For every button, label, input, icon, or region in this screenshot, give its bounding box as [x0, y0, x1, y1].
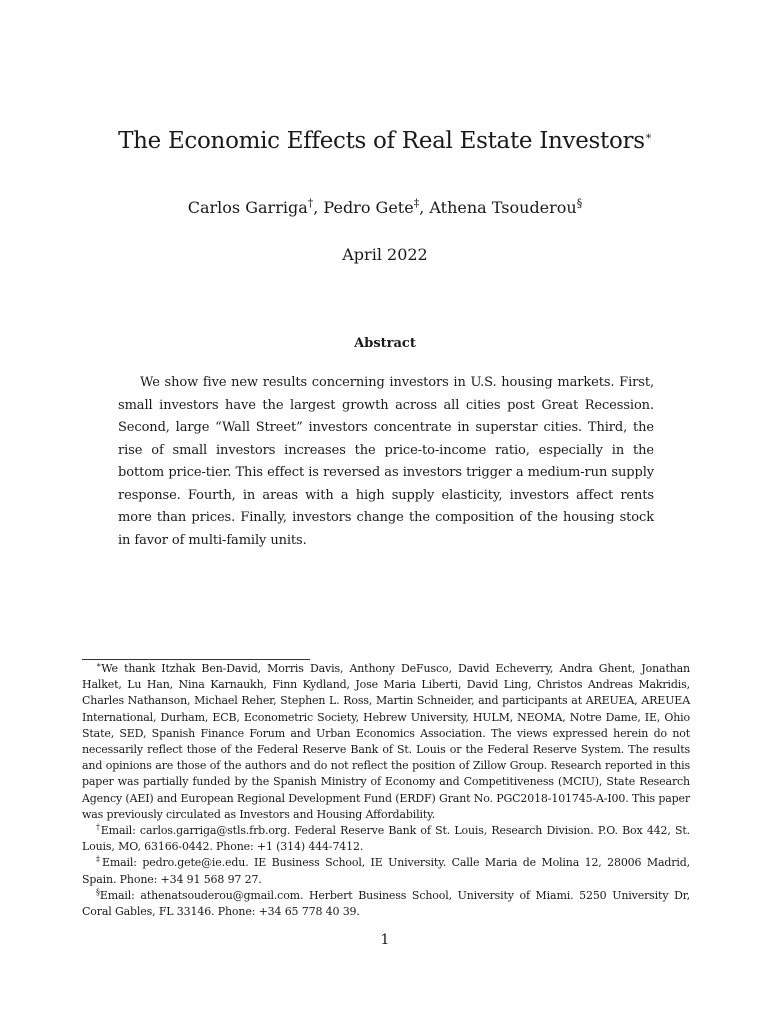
- footnote-item: [82, 823, 690, 855]
- page-number: 1: [380, 932, 390, 948]
- paper-title: [0, 128, 770, 154]
- footnote-mark: ‡: [96, 854, 102, 864]
- footnote-divider: [82, 659, 310, 660]
- footnote-item: [82, 661, 690, 823]
- author-footnote-mark: †: [307, 196, 314, 210]
- footnote-text: Email: athenatsouderou@gmail.com. Herbert Business School, University of Miami. 5250 University Dr, Coral Gables, FL 33146. Phone: +34 65 778 40 39.: [82, 888, 690, 919]
- author-separator: ,: [313, 198, 324, 217]
- footnote-text: We thank Itzhak Ben-David, Morris Davis, Anthony DeFusco, David Echeverry, Andra Ghent, Jonathan Halket, Lu Han, Nina Karnaukh, Finn Kydland, Jose Maria Liberti, David Ling, Christos Andreas Makridis, Charles Nathanson, Michael Reher, Stephen L. Ross, Martin Schneider, and participants at AREUEA, AREUEA International, Durham, ECB, Econometric Society, Hebrew University, HULM, NEOMA, Notre Dame, IE, Ohio State, SED, Spanish Finance Forum and Urban Economics Association. The views expressed herein do not necessarily reflect those of the Federal Reserve Bank of St. Louis or the Federal Reserve System. The results and opinions are those of the authors and do not reflect the position of Zillow Group. Research reported in this paper was partially funded by the Spanish Ministry of Economy and Competitiveness (MCIU), State Research Agency (AEI) and European Regional Development Fund (ERDF) Grant No. PGC2018-101745-A-I00. This paper was previously circulated as Investors and Housing Affordability.: [82, 662, 690, 821]
- author-name: Pedro Gete: [323, 198, 414, 217]
- title-footnote-mark: ∗: [644, 129, 652, 143]
- paper-date: April 2022: [342, 245, 428, 264]
- footnote-mark: †: [96, 822, 101, 832]
- author-footnote-mark: §: [576, 196, 583, 210]
- footnote-text: Email: pedro.gete@ie.edu. IE Business School, IE University. Calle Maria de Molina 12, 28006 Madrid, Spain. Phone: +34 91 568 97 27.: [82, 856, 690, 886]
- abstract-text: We show five new results concerning investors in U.S. housing markets. First, small investors have the largest growth across all cities post Great Recession. Second, large “Wall Street” investors concentrate in superstar cities. Third, the rise of small investors increases the price-to-income ratio, especially in the bottom price-tier. This effect is reversed as investors trigger a medium-run supply response. Fourth, in areas with a high supply elasticity, investors affect rents more than prices. Finally, investors change the composition of the housing stock in favor of multi-family units.: [118, 375, 654, 548]
- author-name: Carlos Garriga: [187, 198, 308, 217]
- author-separator: ,: [419, 198, 430, 217]
- abstract-heading: Abstract: [354, 336, 416, 351]
- footnote-text: Email: carlos.garriga@stls.frb.org. Federal Reserve Bank of St. Louis, Research Division. P.O. Box 442, St. Louis, MO, 63166-0442. Phone: +1 (314) 444-7412.: [82, 824, 691, 854]
- footnote-item: [82, 888, 690, 920]
- author-name: Athena Tsouderou: [429, 198, 577, 217]
- footnotes: [82, 661, 690, 920]
- footnote-mark: §: [96, 887, 100, 897]
- author-list: [0, 198, 770, 217]
- footnote-item: [82, 855, 690, 887]
- author-footnote-mark: ‡: [413, 196, 420, 210]
- title-text: The Economic Effects of Real Estate Investors: [118, 128, 645, 154]
- footnote-mark: ∗: [96, 660, 102, 670]
